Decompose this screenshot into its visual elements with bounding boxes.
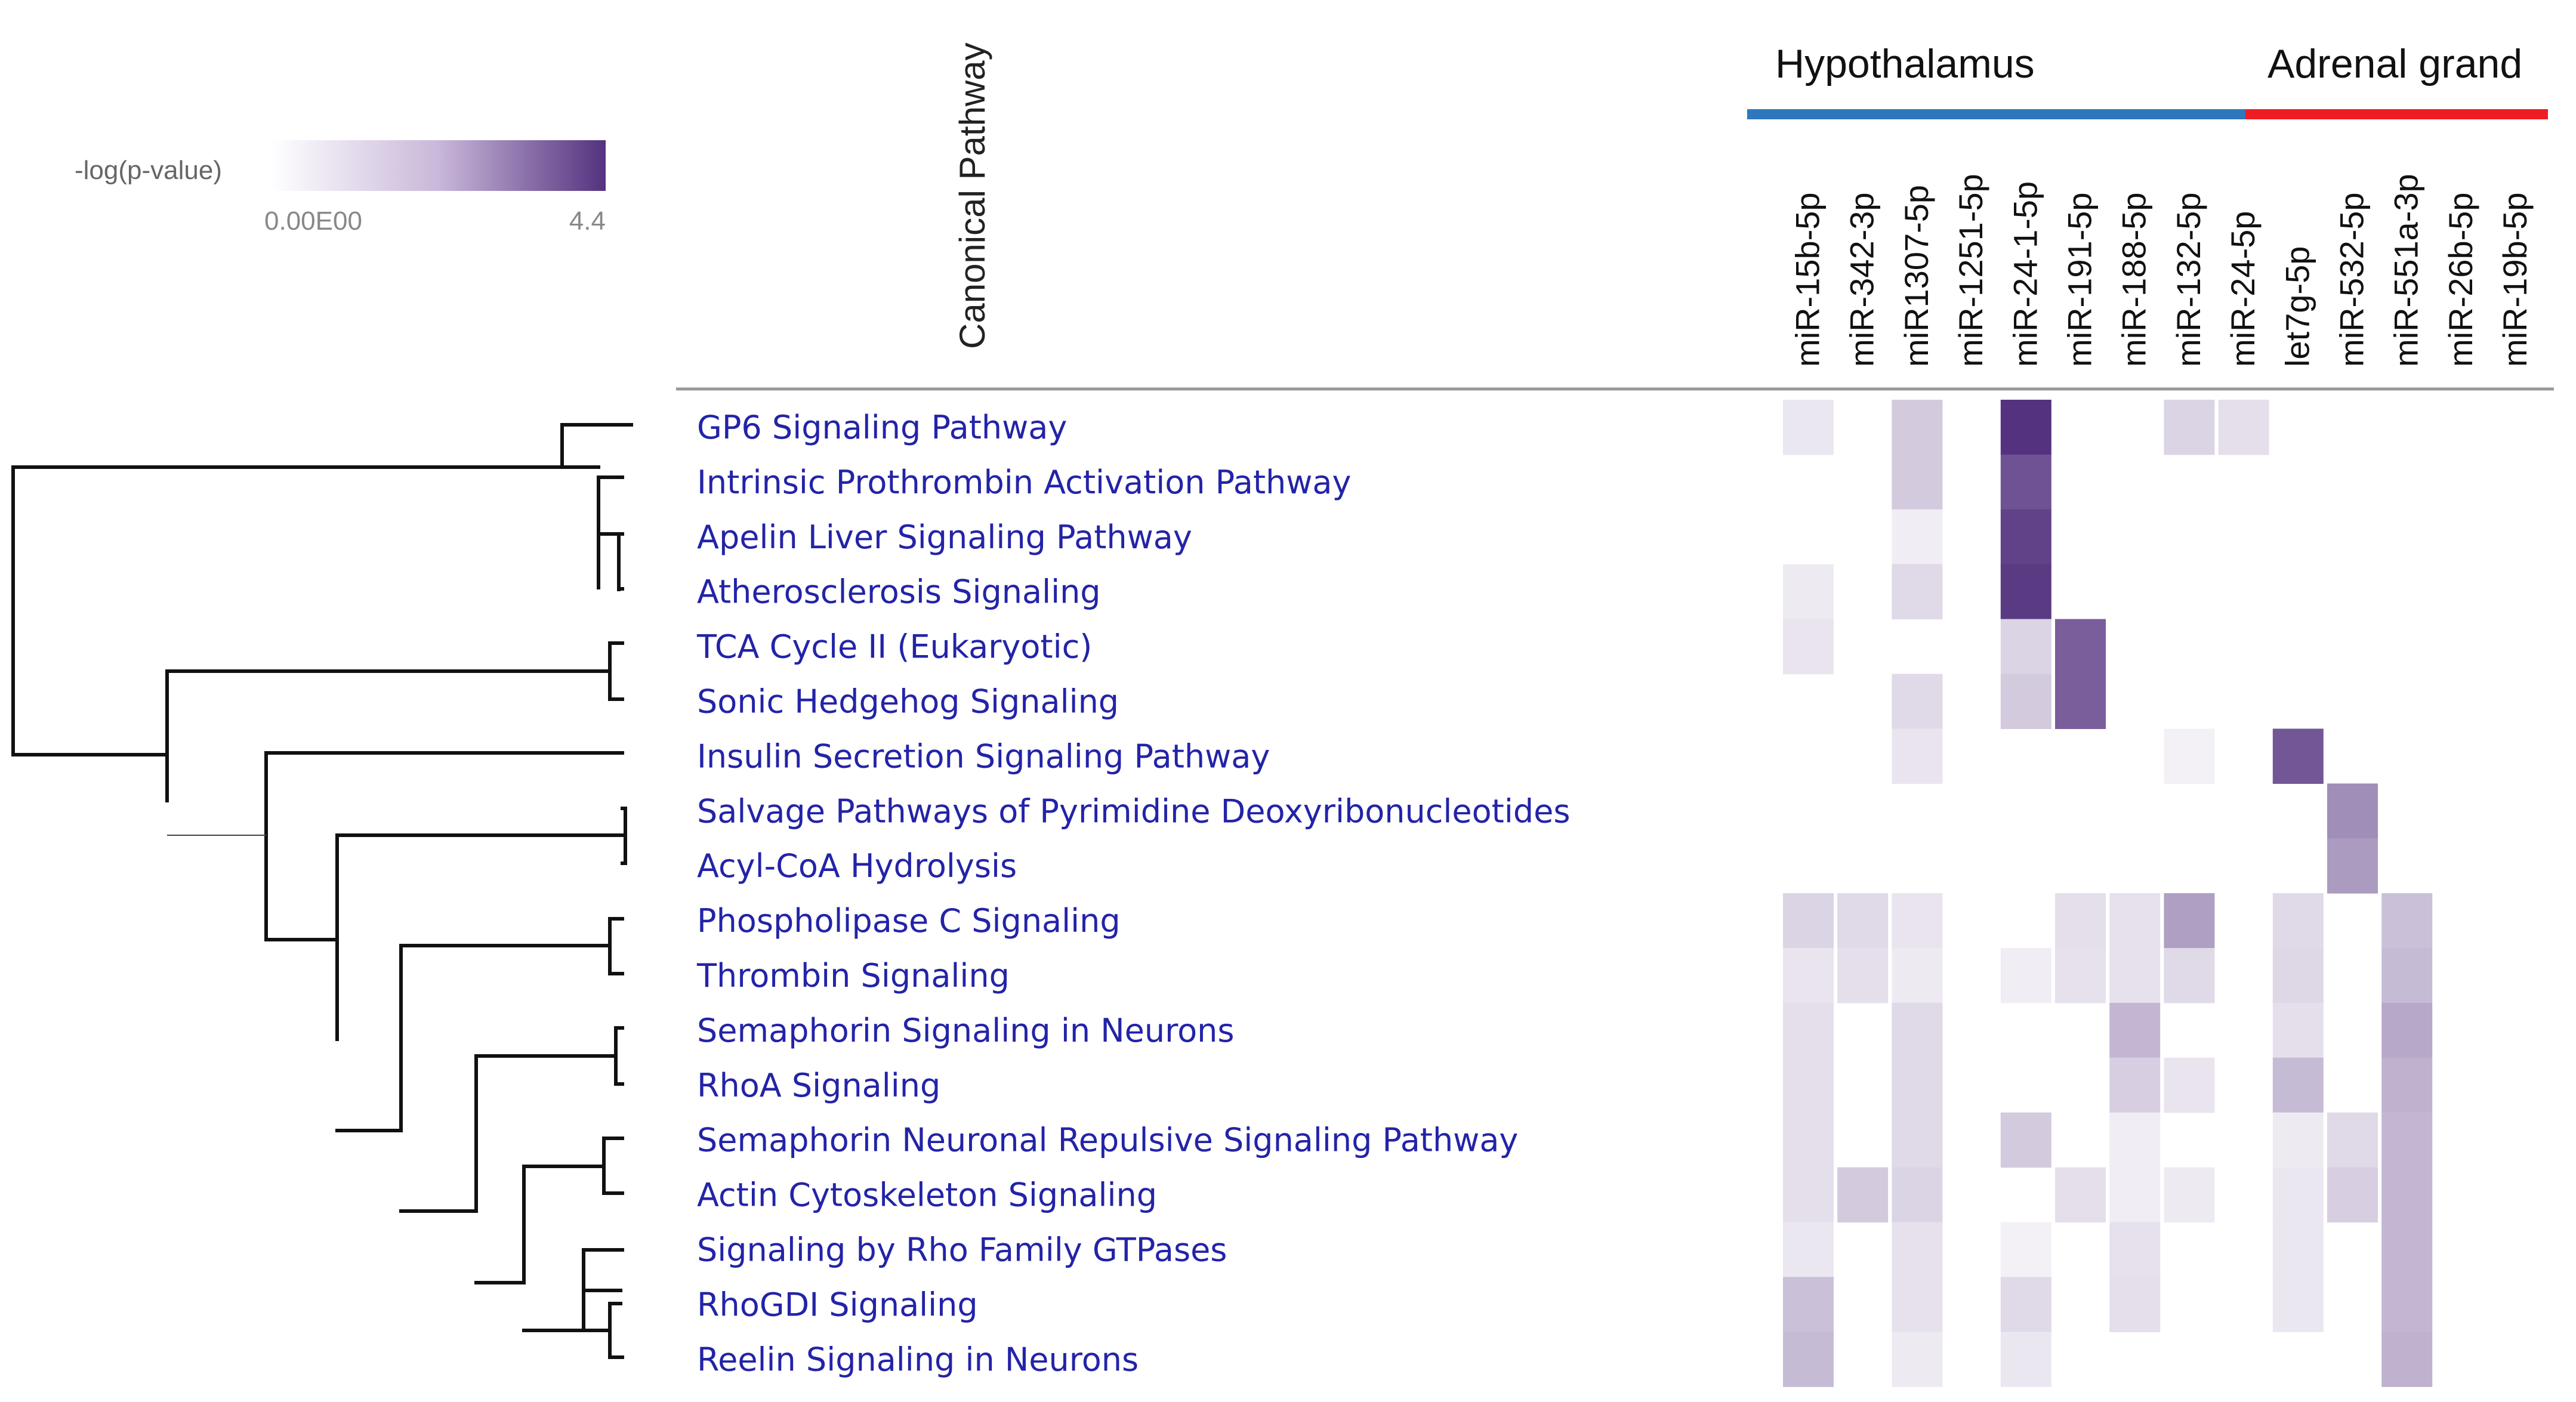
column-header-canonical-pathway: Canonical Pathway	[952, 42, 992, 349]
column-label-mir-1251-5p: miR-1251-5p	[1952, 174, 1990, 367]
column-label-mir-24-1-5p: miR-24-1-5p	[2006, 181, 2044, 367]
row-label-pathway: RhoA Signaling	[697, 1066, 941, 1104]
heatmap-cell	[2001, 1113, 2051, 1168]
column-label-mir-24-5p: miR-24-5p	[2224, 211, 2262, 367]
heatmap-cell	[2055, 674, 2106, 730]
heatmap-cell	[1892, 1222, 1942, 1278]
dendrogram-branch	[476, 1138, 622, 1283]
heatmap-cell	[2327, 783, 2378, 839]
heatmap-cell	[2381, 1168, 2432, 1223]
heatmap-cell	[2001, 674, 2051, 730]
legend-min-label: 0.00E00	[264, 206, 362, 236]
heatmap-cell	[2109, 893, 2160, 949]
heatmap-cell	[2381, 1003, 2432, 1058]
heatmap-cell	[1783, 400, 1834, 455]
heatmap-cell	[1783, 893, 1834, 949]
heatmap-cell	[2001, 1222, 2051, 1278]
heatmap-cell	[1783, 1113, 1834, 1168]
heatmap-cell	[2001, 564, 2051, 619]
row-label-pathway: TCA Cycle II (Eukaryotic)	[697, 628, 1093, 666]
heatmap-cell	[2109, 1113, 2160, 1168]
row-label-pathway: Semaphorin Neuronal Repulsive Signaling Pathway	[697, 1121, 1519, 1159]
heatmap-cell	[2164, 948, 2214, 1003]
row-label-pathway: Intrinsic Prothrombin Activation Pathway	[697, 463, 1352, 501]
heatmap-cell	[2381, 948, 2432, 1003]
heatmap-cell	[2273, 1113, 2324, 1168]
heatmap-cell	[2055, 619, 2106, 675]
heatmap-cell	[2109, 1168, 2160, 1223]
heatmap-cell	[1892, 728, 1942, 784]
heatmap-cell	[1892, 893, 1942, 949]
heatmap-cell	[2001, 1332, 2051, 1387]
heatmap-cell	[2109, 1277, 2160, 1332]
dendrogram-branch	[266, 753, 622, 940]
heatmap-cell	[2381, 1277, 2432, 1332]
row-label-pathway: Semaphorin Signaling in Neurons	[697, 1011, 1235, 1049]
column-label-mir-191-5p: miR-191-5p	[2060, 192, 2099, 367]
heatmap-cell	[2109, 1003, 2160, 1058]
heatmap-cell	[2001, 509, 2051, 565]
heatmap-cell	[1892, 564, 1942, 619]
column-label-mir-19b-5p: miR-19b-5p	[2496, 192, 2534, 367]
row-label-pathway: Phospholipase C Signaling	[697, 902, 1121, 940]
dendrogram-branch	[562, 425, 631, 589]
heatmap-cell	[2109, 1222, 2160, 1278]
row-label-pathway: Actin Cytoskeleton Signaling	[697, 1176, 1158, 1214]
row-label-pathway: Apelin Liver Signaling Pathway	[697, 518, 1192, 556]
heatmap-cell	[2381, 1222, 2432, 1278]
heatmap-cell	[1783, 1222, 1834, 1278]
heatmap-cell	[2273, 948, 2324, 1003]
heatmap-cell	[1892, 1277, 1942, 1332]
column-label-mir-551a-3p: miR-551a-3p	[2387, 174, 2425, 367]
column-labels	[1789, 174, 2534, 367]
heatmap-cell	[2381, 1332, 2432, 1387]
row-label-pathway: Acyl-CoA Hydrolysis	[697, 847, 1017, 885]
group-bar-adrenal-grand	[2245, 109, 2548, 119]
heatmap-cell	[1892, 1332, 1942, 1387]
heatmap-cell	[1783, 1058, 1834, 1113]
heatmap-cell	[2164, 728, 2214, 784]
color-legend	[75, 140, 606, 236]
dendrogram-branch	[401, 1028, 622, 1211]
heatmap-cell	[2001, 619, 2051, 675]
column-label-mir-26b-5p: miR-26b-5p	[2441, 192, 2479, 367]
heatmap-cell	[2001, 400, 2051, 455]
heatmap-cell	[1837, 948, 1888, 1003]
heatmap-cell	[2273, 1168, 2324, 1223]
column-label-mir-132-5p: miR-132-5p	[2169, 192, 2207, 367]
heatmap-cell	[2164, 1168, 2214, 1223]
row-label-pathway: Salvage Pathways of Pyrimidine Deoxyribonucleotides	[697, 792, 1571, 830]
heatmap-cell	[2001, 455, 2051, 510]
heatmap-cell	[2055, 1168, 2106, 1223]
group-label-adrenal-grand: Adrenal grand	[2268, 41, 2523, 87]
heatmap-cell	[2381, 1113, 2432, 1168]
dendrogram-branch	[167, 643, 622, 801]
heatmap-cell	[2327, 1168, 2378, 1223]
heatmap-cell	[1892, 1058, 1942, 1113]
dendrogram-branch	[524, 1250, 622, 1357]
heatmap-cell	[1783, 619, 1834, 675]
column-label-mir-15b-5p: miR-15b-5p	[1788, 192, 1827, 367]
heatmap-cell	[1837, 1168, 1888, 1223]
row-label-pathway: Insulin Secretion Signaling Pathway	[697, 737, 1270, 776]
heatmap-cell	[2055, 893, 2106, 949]
heatmap-cell	[2273, 893, 2324, 949]
row-dendrogram	[13, 425, 631, 1357]
heatmap-cell	[1837, 893, 1888, 949]
heatmap-cell	[2164, 1058, 2214, 1113]
column-label-mir-188-5p: miR-188-5p	[2115, 192, 2153, 367]
dendrogram-branch	[13, 467, 562, 755]
heatmap-cell	[2327, 1113, 2378, 1168]
legend-gradient-bar	[270, 140, 606, 191]
row-label-pathway: Thrombin Signaling	[697, 957, 1010, 995]
heatmap-cell	[1783, 948, 1834, 1003]
dendrogram-branch	[337, 808, 625, 1039]
heatmap-cell	[2055, 948, 2106, 1003]
heatmap-cell	[2164, 400, 2214, 455]
heatmap-cell	[2381, 1058, 2432, 1113]
row-label-pathway: Reelin Signaling in Neurons	[697, 1341, 1139, 1379]
heatmap-cell	[1783, 1003, 1834, 1058]
heatmap-cell	[2001, 948, 2051, 1003]
legend-max-label: 4.4	[569, 206, 606, 236]
row-labels	[696, 409, 1570, 1378]
heatmap-cell	[1783, 1277, 1834, 1332]
heatmap-cell	[1892, 1113, 1942, 1168]
heatmap-cell	[1783, 1332, 1834, 1387]
heatmap-cell	[2273, 1003, 2324, 1058]
heatmap-cell	[2219, 400, 2269, 455]
heatmap-cell	[2273, 1277, 2324, 1332]
group-header	[1747, 41, 2548, 119]
heatmap-cell	[2327, 838, 2378, 894]
group-label-hypothalamus: Hypothalamus	[1775, 41, 2035, 87]
heatmap-cell	[1783, 564, 1834, 619]
heatmap-cell	[1892, 1003, 1942, 1058]
heatmap-cell	[1892, 674, 1942, 730]
heatmap-cell	[2001, 1277, 2051, 1332]
heatmap-cell	[2109, 1058, 2160, 1113]
dendrogram-branch	[337, 919, 622, 1131]
row-label-pathway: Atherosclerosis Signaling	[697, 573, 1101, 611]
row-label-pathway: Signaling by Rho Family GTPases	[697, 1231, 1227, 1269]
column-label-mir-532-5p: miR-532-5p	[2333, 192, 2371, 367]
heatmap-cell	[1892, 400, 1942, 455]
heatmap-cell	[2164, 893, 2214, 949]
heatmap-cell	[1892, 509, 1942, 565]
heatmap-cell	[2381, 893, 2432, 949]
heatmap-cell	[2273, 1222, 2324, 1278]
legend-title: -log(p-value)	[75, 156, 222, 185]
heatmap-cell	[1892, 948, 1942, 1003]
heatmap-cell	[1892, 455, 1942, 510]
row-label-pathway: RhoGDI Signaling	[697, 1286, 978, 1324]
column-label-let7g-5p: let7g-5p	[2278, 246, 2316, 367]
heatmap-cell	[2273, 728, 2324, 784]
heatmap-cell	[2109, 948, 2160, 1003]
heatmap-cell	[1892, 1168, 1942, 1223]
heatmap-cell	[2273, 1058, 2324, 1113]
column-label-mir1307-5p: miR1307-5p	[1897, 184, 1935, 367]
heatmap-cells	[1783, 400, 2432, 1387]
group-bar-hypothalamus	[1747, 109, 2245, 119]
row-label-pathway: GP6 Signaling Pathway	[697, 409, 1068, 446]
heatmap-cell	[1783, 1168, 1834, 1223]
column-label-mir-342-3p: miR-342-3p	[1843, 192, 1881, 367]
row-label-pathway: Sonic Hedgehog Signaling	[697, 683, 1119, 721]
